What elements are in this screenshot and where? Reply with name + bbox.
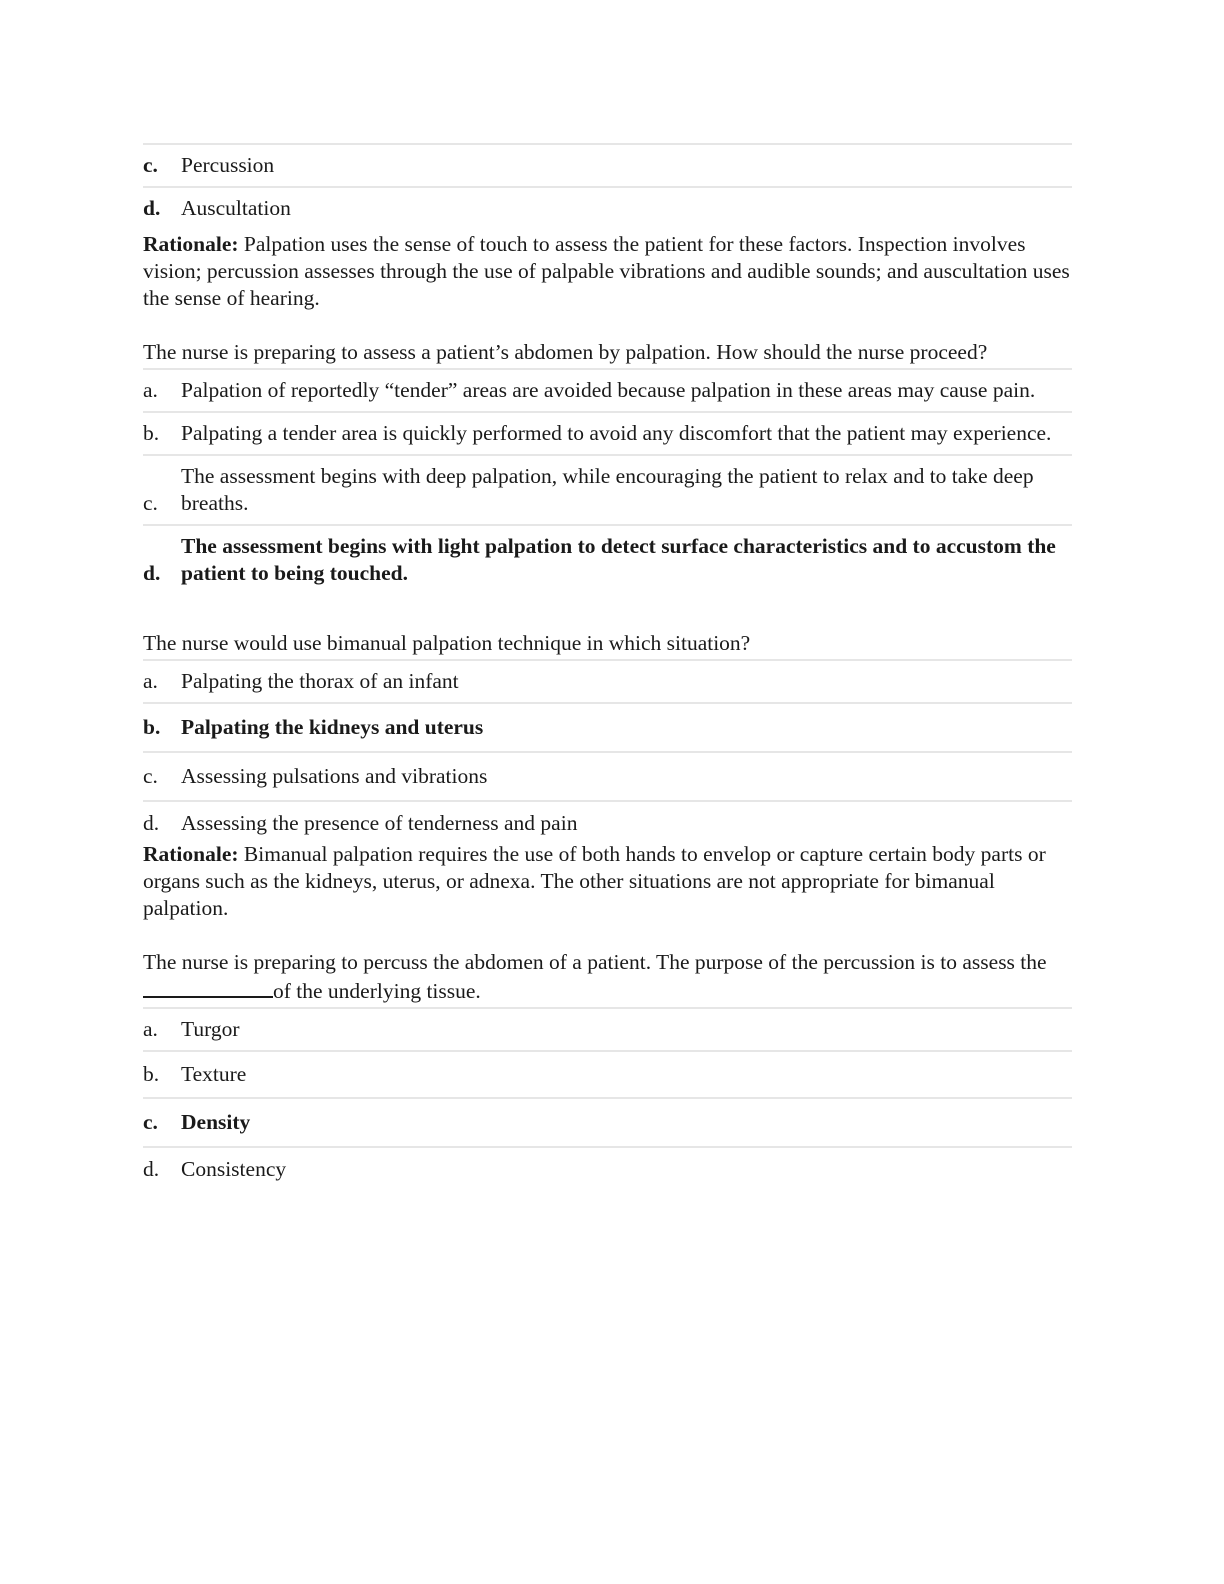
- option-text: Consistency: [181, 1157, 287, 1181]
- option-b: [143, 413, 1072, 456]
- option-text: Auscultation: [181, 196, 291, 220]
- rationale-label: Rationale:: [143, 232, 239, 256]
- option-text: Assessing the presence of tenderness and pain: [181, 811, 578, 835]
- document-content: [143, 143, 1072, 1190]
- option-letter: a.: [143, 378, 158, 402]
- option-letter: a.: [143, 1017, 158, 1041]
- rationale: [143, 231, 1072, 312]
- question-stem: The nurse would use bimanual palpation technique in which situation?: [143, 631, 751, 655]
- option-d: [143, 1148, 1072, 1190]
- fill-in-blank: [143, 976, 273, 998]
- option-b-correct: [143, 704, 1072, 753]
- option-text: The assessment begins with light palpation to detect surface characteristics and to accustom the patient to being touched.: [181, 534, 1056, 585]
- question-stem: [143, 949, 1072, 1007]
- option-letter: c.: [143, 153, 158, 177]
- option-text: Palpating the kidneys and uterus: [181, 715, 484, 739]
- option-letter: c.: [143, 1110, 158, 1134]
- option-text: Assessing pulsations and vibrations: [181, 764, 488, 788]
- option-letter: c.: [143, 764, 158, 788]
- option-text: Percussion: [181, 153, 275, 177]
- option-a: [143, 1009, 1072, 1052]
- option-text: Palpating the thorax of an infant: [181, 669, 459, 693]
- option-text: Turgor: [181, 1017, 240, 1041]
- option-text: Texture: [181, 1062, 247, 1086]
- option-letter: d.: [143, 811, 160, 835]
- option-text: The assessment begins with deep palpation, while encouraging the patient to relax and to take deep breaths.: [181, 464, 1034, 515]
- question-stem-before: The nurse is preparing to percuss the abdomen of a patient. The purpose of the percussion is to assess the: [143, 950, 1047, 974]
- option-d-correct: [143, 526, 1072, 594]
- option-d: [143, 802, 1072, 839]
- option-letter: d.: [143, 561, 161, 585]
- option-letter: b.: [143, 715, 161, 739]
- option-text: Density: [181, 1110, 251, 1134]
- option-d: [143, 188, 1072, 229]
- rationale-text: Palpation uses the sense of touch to assess the patient for these factors. Inspection involves vision; percussion assesses through the use of palpable vibrations and audible sounds; and auscultation uses the sense of hearing.: [143, 232, 1070, 310]
- option-c: [143, 145, 1072, 188]
- option-c: [143, 753, 1072, 802]
- rationale: [143, 841, 1072, 922]
- option-letter: b.: [143, 1062, 160, 1086]
- option-letter: d.: [143, 196, 161, 220]
- option-a: [143, 661, 1072, 704]
- option-a: [143, 370, 1072, 413]
- option-c-correct: [143, 1099, 1072, 1148]
- option-b: [143, 1052, 1072, 1099]
- option-text: Palpation of reportedly “tender” areas are avoided because palpation in these areas may cause pain.: [181, 378, 1036, 402]
- option-letter: b.: [143, 421, 160, 445]
- option-letter: a.: [143, 669, 158, 693]
- rationale-label: Rationale:: [143, 842, 239, 866]
- option-letter: d.: [143, 1157, 160, 1181]
- question-stem-after: of the underlying tissue.: [273, 979, 481, 1003]
- option-letter: c.: [143, 491, 158, 515]
- option-text: Palpating a tender area is quickly performed to avoid any discomfort that the patient may experience.: [181, 421, 1052, 445]
- option-c: [143, 456, 1072, 526]
- rationale-text: Bimanual palpation requires the use of both hands to envelop or capture certain body parts or organs such as the kidneys, uterus, or adnexa. The other situations are not appropriate for bimanual palpation.: [143, 842, 1046, 920]
- question-stem: The nurse is preparing to assess a patient’s abdomen by palpation. How should the nurse proceed?: [143, 340, 988, 364]
